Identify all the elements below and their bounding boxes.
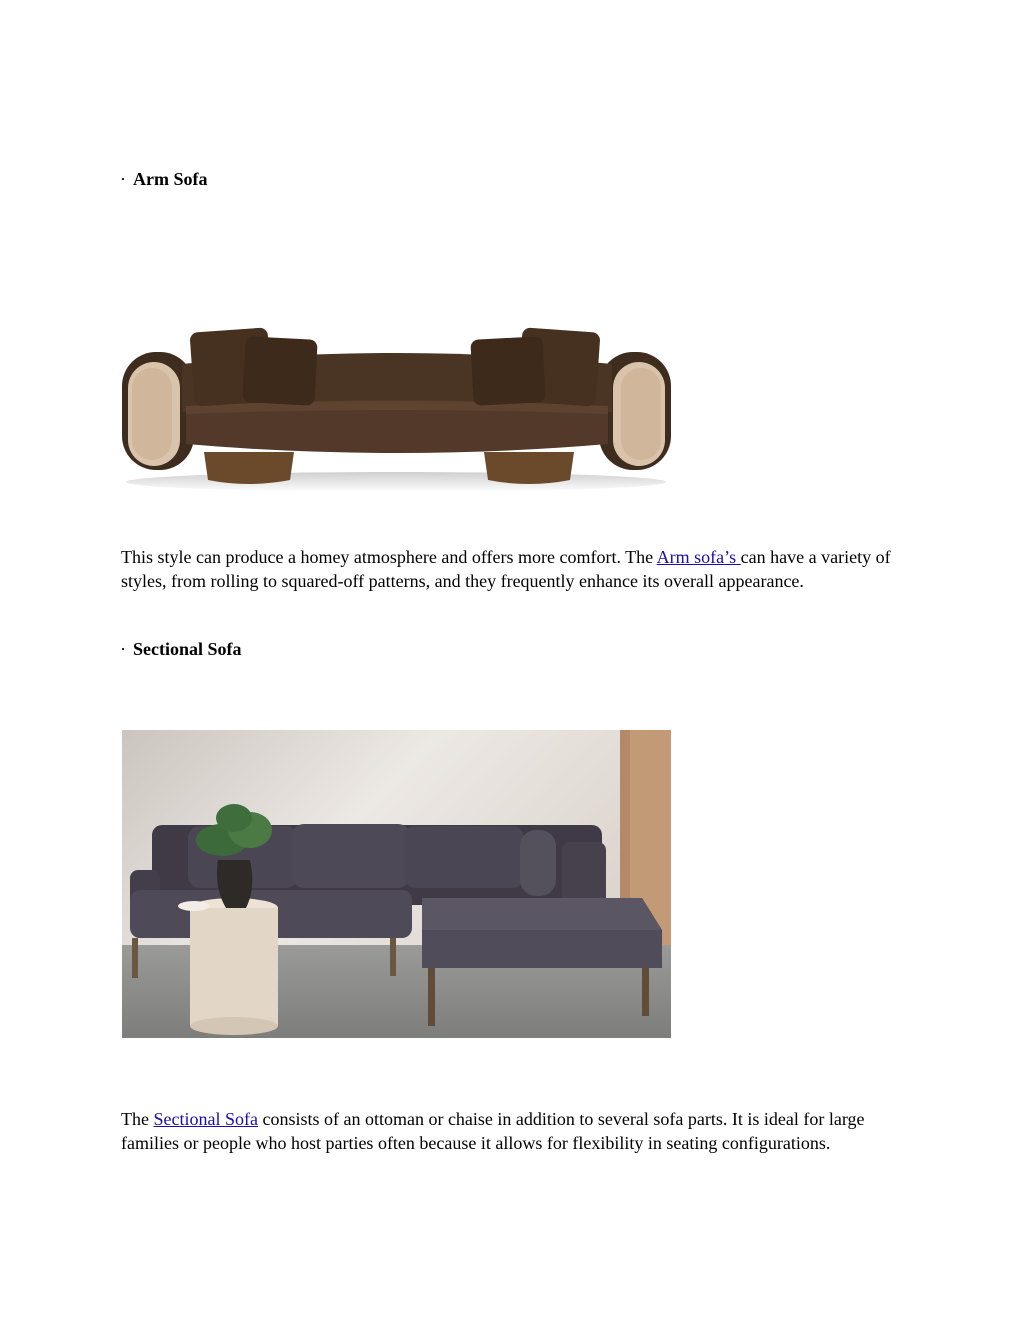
sectional-sofa-heading — [120, 638, 242, 660]
sectional-sofa-link[interactable]: Sectional Sofa — [153, 1109, 258, 1129]
plinth-right — [484, 452, 574, 484]
sectional-sofa-description — [121, 1108, 911, 1155]
sectional-sofa-title: Sectional Sofa — [133, 639, 242, 659]
arm-sofa-description — [121, 546, 911, 593]
sectional-sofa-image — [122, 730, 671, 1038]
plinth-left — [204, 452, 294, 484]
arm-sofa-link[interactable]: Arm sofa’s — [656, 547, 741, 567]
arm-sofa-heading — [120, 168, 208, 190]
text-before-link: The — [121, 1109, 154, 1129]
arm-sofa-title: Arm Sofa — [133, 169, 208, 189]
bullet-marker: · — [120, 639, 126, 659]
arm-sofa-image — [122, 322, 671, 492]
text-before-link: This style can produce a homey atmosphere and offers more comfort. The — [121, 547, 657, 567]
text-after-link: consists of an ottoman or chaise in addition to several sofa parts. It is ideal for large families or people who host parties often because it allows for flexibility in seating configurations. — [121, 1109, 865, 1153]
bullet-marker: · — [120, 169, 126, 189]
text-after-link: can have a variety of styles, from rolling to squared-off patterns, and they frequently enhance its overall appearance. — [121, 547, 891, 591]
